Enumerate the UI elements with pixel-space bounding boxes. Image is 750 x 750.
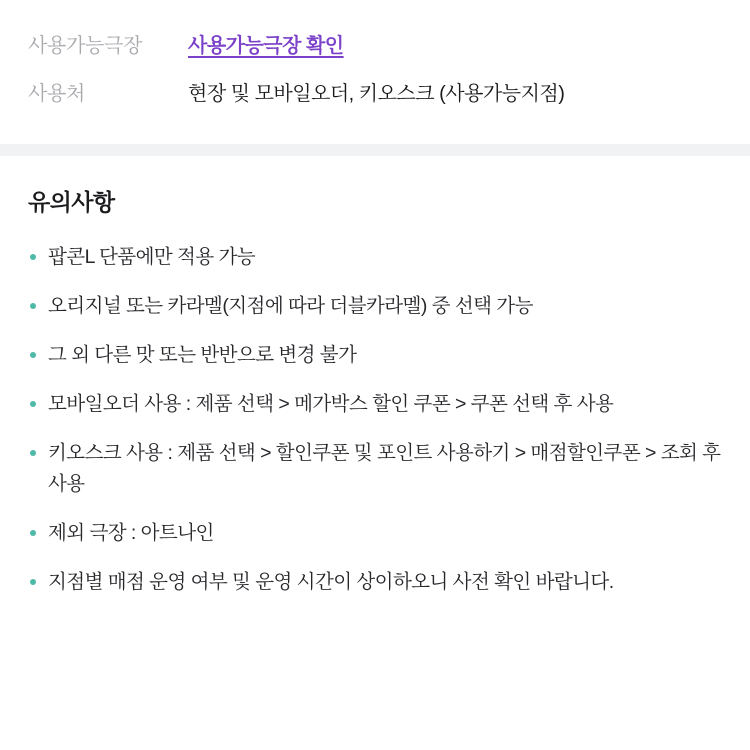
bullet-icon (30, 401, 36, 407)
bullet-icon (30, 352, 36, 358)
list-item (28, 291, 722, 322)
info-label-usage-place: 사용처 (28, 83, 86, 105)
info-value-usage-place: 현장 및 모바일오더, 키오스크 (사용가능지점) (188, 83, 565, 105)
list-item (28, 518, 722, 549)
notice-list (28, 242, 722, 598)
info-label-theaters: 사용가능극장 (28, 35, 143, 57)
list-item-text: 오리지널 또는 카라멜(지점에 따라 더블카라멜) 중 선택 가능 (48, 295, 533, 317)
list-item (28, 242, 722, 273)
list-item (28, 438, 722, 500)
section-divider-band (0, 144, 750, 156)
list-item-text: 그 외 다른 맛 또는 반반으로 변경 불가 (48, 344, 357, 366)
list-item-text: 모바일오더 사용 : 제품 선택 > 메가박스 할인 쿠폰 > 쿠폰 선택 후 사용 (48, 393, 614, 415)
list-item-text: 팝콘L 단품에만 적용 가능 (48, 246, 256, 268)
bullet-icon (30, 254, 36, 260)
info-row-theaters (28, 22, 722, 70)
list-item-text: 키오스크 사용 : 제품 선택 > 할인쿠폰 및 포인트 사용하기 > 매점할인쿠폰 > 조회 후 사용 (48, 442, 721, 495)
info-section (0, 0, 750, 122)
bullet-icon (30, 530, 36, 536)
bullet-icon (30, 579, 36, 585)
info-row-usage-place (28, 70, 722, 118)
bullet-icon (30, 303, 36, 309)
notice-title: 유의사항 (28, 189, 115, 215)
notice-section (0, 156, 750, 598)
list-item (28, 340, 722, 371)
list-item-text: 제외 극장 : 아트나인 (48, 522, 214, 544)
available-theaters-link[interactable]: 사용가능극장 확인 (188, 35, 344, 57)
list-item (28, 567, 722, 598)
bullet-icon (30, 450, 36, 456)
list-item (28, 389, 722, 420)
list-item-text: 지점별 매점 운영 여부 및 운영 시간이 상이하오니 사전 확인 바랍니다. (48, 571, 614, 593)
